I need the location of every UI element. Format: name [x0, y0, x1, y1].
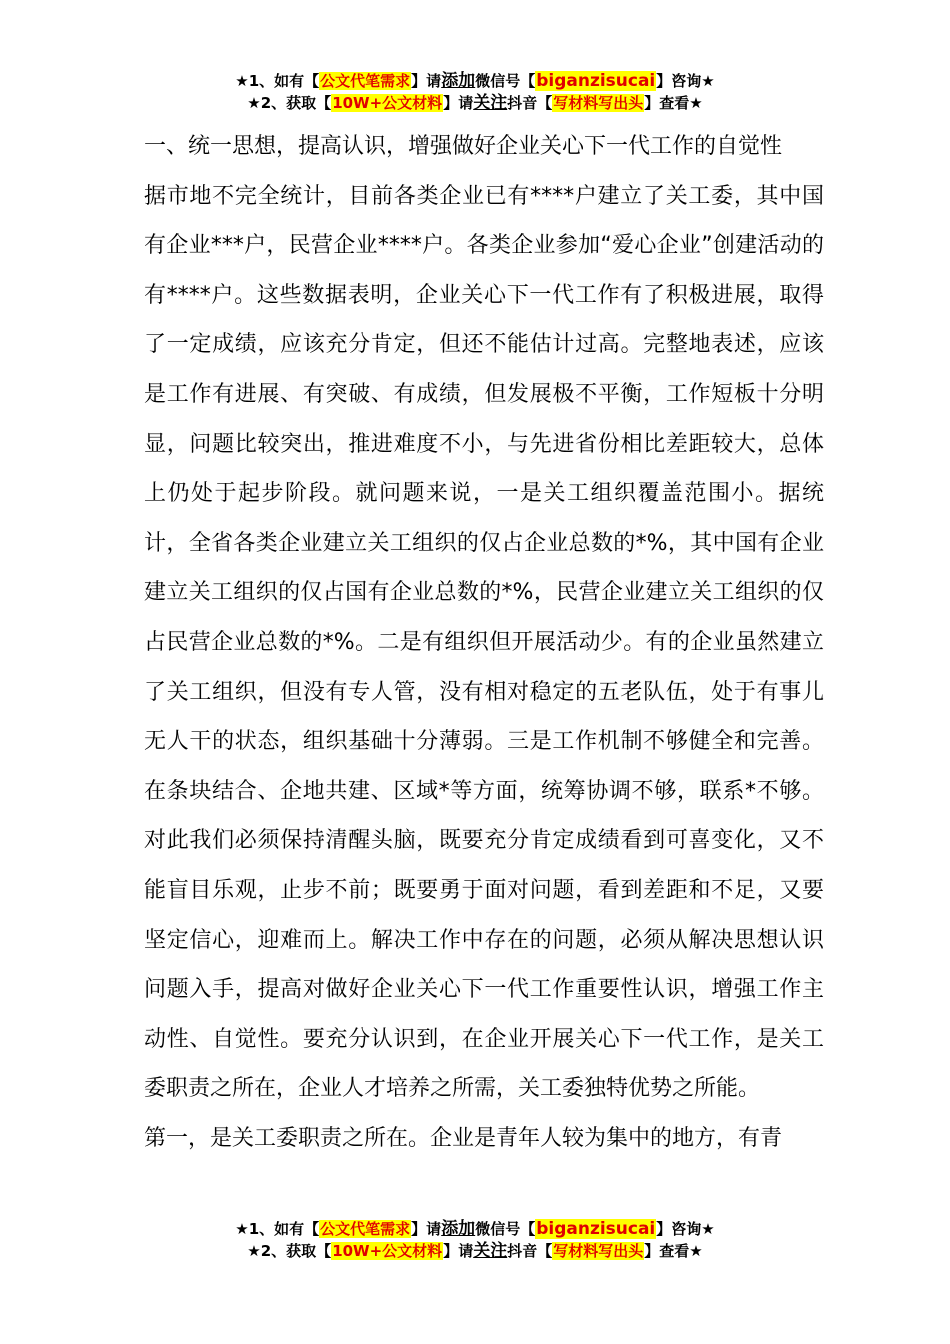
- promo-text: ★1、如有【: [235, 72, 320, 90]
- promo-text: ★2、获取【: [247, 1242, 332, 1260]
- promo-highlight: biganzisucai: [536, 1219, 656, 1239]
- promo-text: 】请: [443, 1242, 474, 1260]
- promo-line-1: [0, 1218, 950, 1240]
- promo-emphasis: 关注: [473, 93, 508, 113]
- promo-line-1: [0, 70, 950, 92]
- promo-text: 】咨询★: [656, 1220, 715, 1238]
- body-paragraph: 据市地不完全统计，目前各类企业已有****户建立了关工委，其中国有企业***户，民营企业****户。各类企业参加“爱心企业”创建活动的有****户。这些数据表明，企业关心下一代工作有了积极进展，取得了一定成绩，应该充分肯定，但还不能估计过高。完整地表述，应该是工作有进展、有突破、有成绩，但发展极不平衡，工作短板十分明显，问题比较突出，推进难度不小，与先进省份相比差距较大，总体上仍处于起步阶段。就问题来说，一是关工组织覆盖范围小。据统计，全省各类企业建立关工组织的仅占企业总数的*%，其中国有企业建立关工组织的仅占国有企业总数的*%，民营企业建立关工组织的仅占民营企业总数的*%。二是有组织但开展活动少。有的企业虽然建立了关工组织，但没有专人管，没有相对稳定的五老队伍，处于有事儿无人干的状态，组织基础十分薄弱。三是工作机制不够健全和完善。在条块结合、企地共建、区域*等方面，统筹协调不够，联系*不够。对此我们必须保持清醒头脑，既要充分肯定成绩看到可喜变化，又不能盲目乐观，止步不前；既要勇于面对问题，看到差距和不足，又要坚定信心，迎难而上。解决工作中存在的问题，必须从解决思想认识问题入手，提高对做好企业关心下一代工作重要性认识，增强工作主动性、自觉性。要充分认识到，在企业开展关心下一代工作，是关工委职责之所在，企业人才培养之所需，关工委独特优势之所能。: [144, 183, 824, 1102]
- promo-emphasis: 关注: [473, 1241, 508, 1261]
- promo-text: 】请: [411, 72, 442, 90]
- promo-emphasis: 添加: [441, 1219, 476, 1239]
- promo-text: 微信号【: [475, 72, 536, 90]
- promo-text: 】查看★: [644, 94, 703, 112]
- promo-text: 】请: [411, 1220, 442, 1238]
- promo-emphasis: 添加: [441, 71, 476, 91]
- promo-highlight: biganzisucai: [536, 71, 656, 91]
- promo-line-2: [0, 92, 950, 114]
- promo-text: 微信号【: [475, 1220, 536, 1238]
- promo-highlight: 写材料写出头: [553, 1242, 644, 1260]
- document-body: [144, 122, 824, 1163]
- promo-text: 】请: [443, 94, 474, 112]
- promo-highlight: 10W+公文材料: [332, 1242, 443, 1260]
- promo-banner-bottom: [0, 1218, 950, 1262]
- promo-text: 抖音【: [507, 94, 553, 112]
- promo-text: 】咨询★: [656, 72, 715, 90]
- promo-text: 抖音【: [507, 1242, 553, 1260]
- body-paragraph-continued: 第一，是关工委职责之所在。企业是青年人较为集中的地方，有青: [144, 1125, 783, 1151]
- promo-highlight: 10W+公文材料: [332, 94, 443, 112]
- promo-highlight: 公文代笔需求: [320, 1220, 411, 1238]
- promo-line-2: [0, 1240, 950, 1262]
- promo-text: ★2、获取【: [247, 94, 332, 112]
- promo-highlight: 写材料写出头: [553, 94, 644, 112]
- promo-highlight: 公文代笔需求: [320, 72, 411, 90]
- promo-text: 】查看★: [644, 1242, 703, 1260]
- promo-text: ★1、如有【: [235, 1220, 320, 1238]
- section-heading: 一、统一思想，提高认识，增强做好企业关心下一代工作的自觉性: [144, 134, 783, 159]
- promo-banner-top: [0, 70, 950, 114]
